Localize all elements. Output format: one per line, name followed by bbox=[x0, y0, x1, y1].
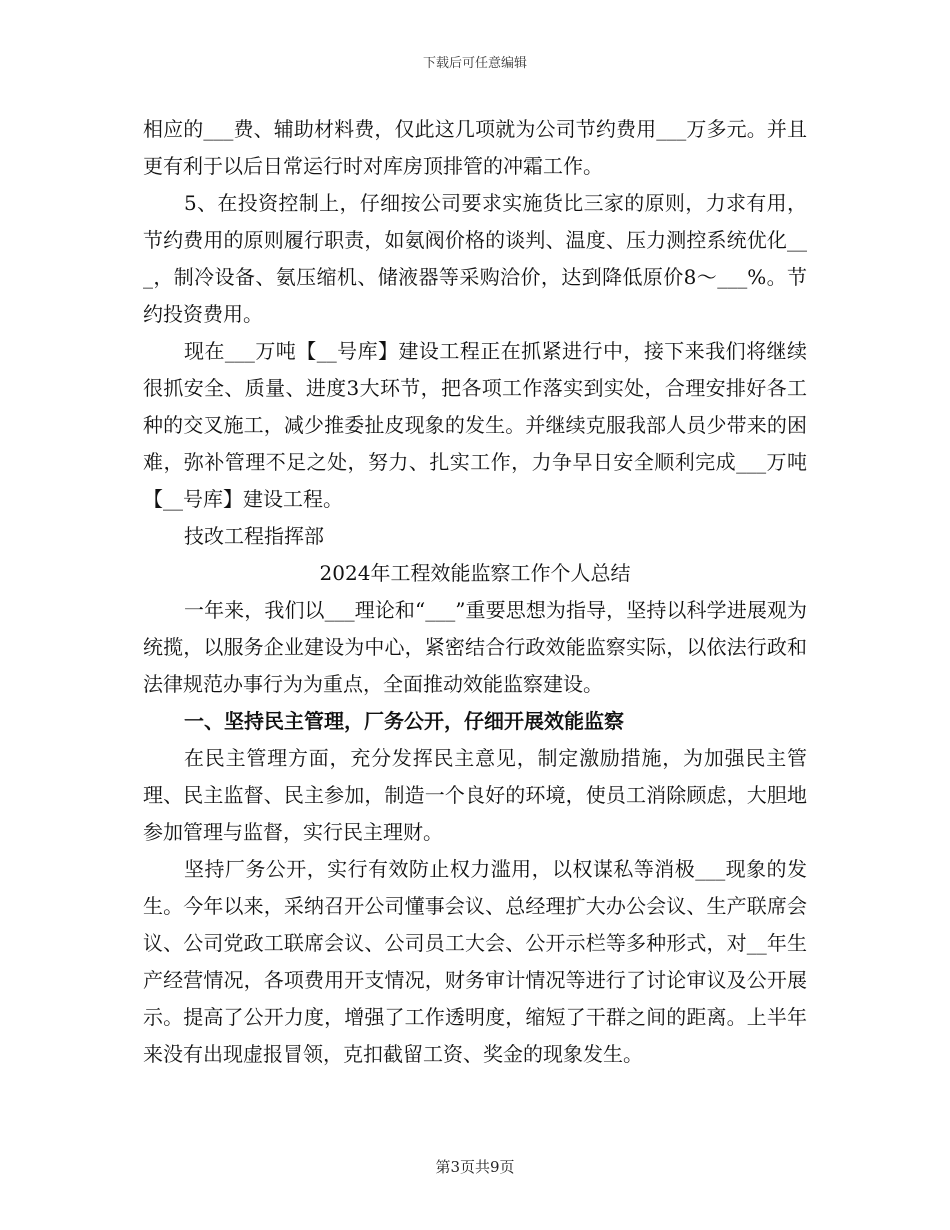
section-title: 2024年工程效能监察工作个人总结 bbox=[319, 561, 631, 585]
section-heading-1: 一、坚持民主管理，厂务公开，仔细开展效能监察 bbox=[184, 709, 624, 733]
paragraph-intro: 一年来，我们以___理论和“___”重要思想为指导，坚持以科学进展观为统揽，以服务企业建设为中心，紧密结合行政效能监察实际，以依法行政和法律规范办事行为为重点，全面推动效能监察建设。 bbox=[143, 598, 807, 696]
paragraph-democratic-management: 在民主管理方面，充分发挥民主意见，制定激励措施，为加强民主管理、民主监督、民主参加，制造一个良好的环境，使员工消除顾虑，大胆地参加管理与监督，实行民主理财。 bbox=[143, 746, 807, 844]
page-number: 第3页共9页 bbox=[435, 1158, 515, 1176]
paragraph-factory-affairs: 坚持厂务公开，实行有效防止权力滥用，以权谋私等消极___现象的发生。今年以来，采纳召开公司懂事会议、总经理扩大办公会议、生产联席会议、公司党政工联席会议、公司员工大会、公开示栏等多种形式，对__年生产经营情况，各项费用开支情况，财务审计情况等进行了讨论审议及公开展示。提高了公开力度，增强了工作透明度，缩短了干群之间的距离。上半年来没有出现虚报冒领，克扣截留工资、奖金的现象发生。 bbox=[143, 857, 807, 1066]
paragraph-cost-savings: 相应的___费、辅助材料费，仅此这几项就为公司节约费用___万多元。并且更有利于以后日常运行时对库房顶排管的冲霜工作。 bbox=[143, 117, 807, 178]
paragraph-construction-progress: 现在___万吨【__号库】建设工程正在抓紧进行中，接下来我们将继续很抓安全、质量、进度3大环节，把各项工作落实到实处，合理安排好各工种的交叉施工，减少推委扯皮现象的发生。并继续克服我部人员少带来的困难，弥补管理不足之处，努力、扎实工作，力争早日安全顺利完成___万吨【__号库】建设工程。 bbox=[143, 339, 807, 511]
paragraph-investment-control: 5、在投资控制上，仔细按公司要求实施货比三家的原则，力求有用，节约费用的原则履行职责，如氨阀价格的谈判、温度、压力测控系统优化___，制冷设备、氨压缩机、储液器等采购洽价，达到降低原价8～___%。节约投资费用。 bbox=[143, 191, 807, 326]
document-body bbox=[143, 111, 807, 1073]
signature-department: 技改工程指挥部 bbox=[184, 524, 324, 548]
page-header: 下载后可任意编辑 bbox=[422, 56, 527, 71]
